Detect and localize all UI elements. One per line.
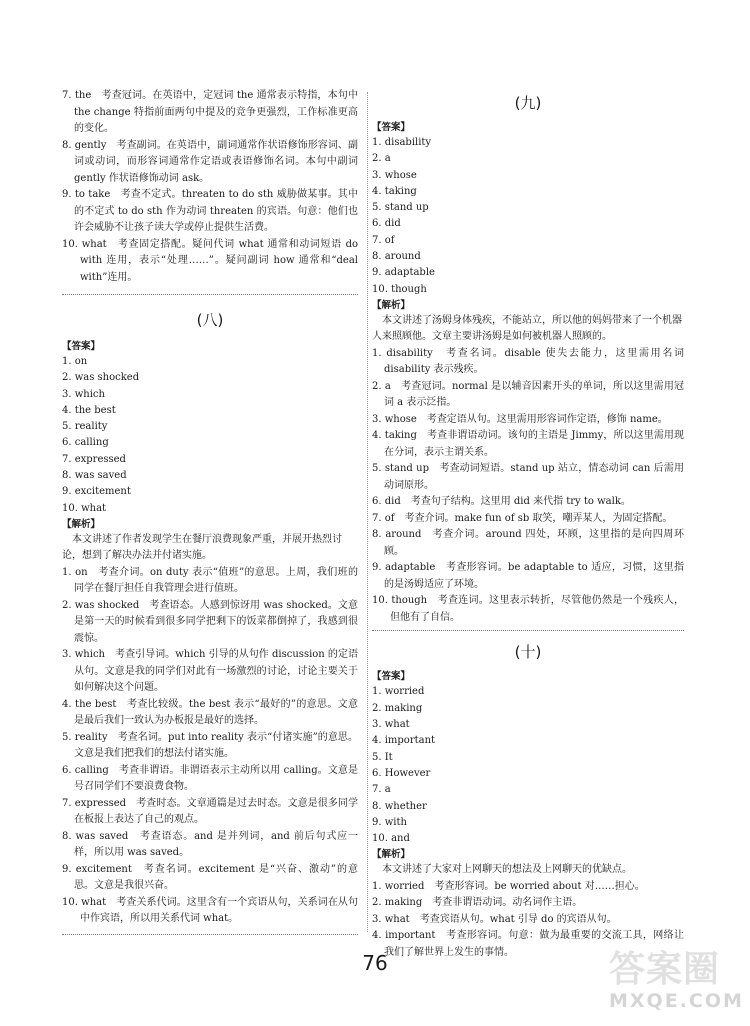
- analysis-item: 5. reality 考查名词。put into reality 表示“付诸实施”的意思。文意是我们把我们的想法付诸实施。: [62, 731, 358, 760]
- analysis-tag: 【解析】: [372, 299, 411, 311]
- passage-summary: 本文讲述了作者发现学生在餐厅浪费现象严重，并展开热烈讨论，想到了解决办法并付诸实施。: [62, 533, 342, 562]
- answer-item: 4. important: [372, 735, 436, 747]
- answer-item: 5. stand up: [372, 202, 429, 214]
- answer-item: 10. and: [372, 833, 410, 845]
- passage-summary: 本文讲述了汤姆身体残疾，不能站立，所以他的妈妈带来了一个机器人来照顾他。文章主要讲汤姆是如何被机器人照顾的。: [372, 314, 682, 343]
- watermark-logo: [609, 950, 744, 1024]
- answers-tag: 【答案】: [62, 341, 101, 352]
- answer-item: 8. whether: [372, 800, 427, 812]
- analysis-item: 5. stand up 考查动词短语。stand up 站立，情态动词 can 后需用动词原形。: [372, 463, 684, 491]
- analysis-item: 9. to take 考查不定式。threaten to do sth 威胁做某事。其中的不定式 to do sth 作为动词 threaten 的宾语。句意：他们也许会威胁不让孩子读大学或停止提供生活费。: [62, 189, 358, 233]
- answer-item: 7. of: [372, 234, 395, 246]
- analysis-item: 2. was shocked 考查语态。人感到惊讶用 was shocked。文意是第一天的时候看到很多同学把剩下的饭菜都倒掉了，我感到很震惊。: [62, 599, 358, 644]
- page-number: 76: [362, 951, 388, 975]
- analysis-item: 4. the best 考查比较级。the best 表示“最好的”的意思。文意是最后我们一致认为办板报是最好的选择。: [62, 698, 358, 727]
- analysis-item: 2. making 考查非谓语动词。动名词作主语。: [372, 897, 583, 909]
- analysis-item: 9. adaptable 考查形容词。be adaptable to 适应，习惯，这里指的是汤姆适应了环境。: [372, 562, 684, 590]
- answer-item: 8. around: [372, 251, 421, 263]
- answer-item: 6. However: [372, 767, 431, 779]
- analysis-item: 7. of 考查介词。make fun of sb 取笑，嘲弄某人，为固定搭配。: [372, 512, 673, 524]
- analysis-item: 4. taking 考查非谓语动词。该句的主语是 Jimmy，所以这里需用现在分词，表示主谓关系。: [372, 430, 684, 458]
- answer-item: 2. was shocked: [62, 372, 140, 384]
- section-title: (十): [514, 643, 542, 662]
- answer-item: 10. though: [372, 283, 427, 295]
- analysis-item: 8. was saved 考查语态。and 是并列词，and 前后句式应一样，所以用 was saved。: [62, 830, 358, 859]
- section-title: (八): [196, 311, 224, 329]
- answer-item: 3. whose: [372, 169, 417, 181]
- answers-tag: 【答案】: [372, 122, 411, 133]
- analysis-item: 6. did 考查句子结构。这里用 did 来代指 try to walk。: [372, 496, 631, 508]
- analysis-item: 1. on 考查介词。on duty 表示“值班”的意思。上周，我们班的同学在餐厅担任自我管理会进行值班。: [62, 566, 358, 595]
- analysis-item: 9. excitement 考查名词。excitement 是“兴奋、激动”的意思。文意是我很兴奋。: [62, 863, 358, 892]
- analysis-item: 7. expressed 考查时态。文章通篇是过去时态。文意是很多同学在板报上表达了自己的观点。: [62, 797, 358, 826]
- answer-item: 4. the best: [62, 404, 116, 416]
- analysis-item: 3. what 考查宾语从句。what 引导 do 的宾语从句。: [372, 913, 617, 925]
- analysis-item: 4. important 考查形容词。句意：做为最重要的交流工具，网络让我们了解世界上发生的事情。: [372, 930, 684, 958]
- answer-item: 7. expressed: [62, 453, 126, 465]
- passage-summary: 本文讲述了大家对上网聊天的想法及上网聊天的优缺点。: [382, 864, 632, 876]
- answer-item: 7. a: [372, 784, 391, 796]
- answer-item: 5. reality: [62, 421, 108, 433]
- right-column: [372, 0, 684, 961]
- analysis-item: 2. a 考查冠词。normal 是以辅音因素开头的单词，所以这里需用冠词 a 表示泛指。: [372, 380, 684, 409]
- analysis-item: 3. whose 考查定语从句。这里需用形容词作定语，修饰 name。: [372, 413, 668, 425]
- analysis-tag: 【解析】: [372, 849, 411, 861]
- analysis-item: 7. the 考查冠词。在英语中，定冠词 the 通常表示特指，本句中 the change 特指前面两句中提及的竞争更强烈，工作标准更高的变化。: [62, 90, 358, 134]
- watermark-text: 答案圈: [609, 949, 721, 990]
- answer-item: 4. taking: [372, 185, 417, 197]
- analysis-item: 10. what 考查关系代词。这里含有一个宾语从句，关系词在从句中作宾语，所以用关系代词 what。: [62, 896, 358, 925]
- answer-item: 5. It: [372, 751, 393, 763]
- column-divider: [367, 92, 368, 932]
- answer-item: 3. which: [62, 388, 105, 400]
- section-divider: [62, 934, 358, 935]
- watermark-url: MXQE.COM: [609, 990, 744, 1012]
- analysis-item: 8. gently 考查副词。在英语中，副词通常作状语修饰形容词、副词或动词，而形容词通常作定语或表语修饰名词。本句中副词 gently 作状语修饰动词 ask。: [62, 139, 358, 184]
- left-column: [62, 0, 358, 935]
- answers-tag: 【答案】: [372, 671, 411, 683]
- answer-item: 2. a: [372, 153, 391, 165]
- answer-item: 1. worried: [372, 686, 425, 698]
- answer-item: 2. making: [372, 702, 423, 714]
- analysis-item: 8. around 考查介词。around 四处，环顾，这里指的是向四周环顾。: [372, 529, 684, 557]
- answer-item: 10. what: [62, 502, 107, 514]
- analysis-item: 10. what 考查固定搭配。疑问代词 what 通常和动词短语 do with 连用，表示“处理……”。疑问副词 how 通常和“deal with”连用。: [62, 238, 358, 283]
- answer-item: 1. disability: [372, 137, 432, 148]
- answer-item: 9. adaptable: [372, 267, 435, 279]
- answer-item: 8. was saved: [62, 470, 127, 482]
- analysis-item: 10. though 考查连词。这里表示转折，尽管他仍然是一个残疾人，但他有了自信。: [372, 595, 684, 623]
- analysis-tag: 【解析】: [62, 518, 101, 530]
- analysis-item: 3. which 考查引导词。which 引导的从句作 discussion 的定语从句。文意是我的同学们对此有一场激烈的讨论，讨论主要关于如何解决这个问题。: [62, 649, 358, 694]
- answer-item: 6. calling: [62, 437, 109, 449]
- answer-item: 1. on: [62, 356, 88, 367]
- analysis-item: 1. worried 考查形容词。be worried about 对……担心。: [372, 880, 645, 892]
- analysis-item: 1. disability 考查名词。disable 使失去能力，这里需用名词 disability 表示残疾。: [372, 347, 684, 376]
- section-title: (九): [514, 94, 542, 112]
- answer-item: 9. excitement: [62, 486, 131, 498]
- analysis-item: 6. calling 考查非谓语。非谓语表示主动所以用 calling。文意是号召同学们不要浪费食物。: [62, 764, 358, 793]
- answer-item: 6. did: [372, 218, 401, 230]
- answer-item: 9. with: [372, 816, 407, 828]
- answer-item: 3. what: [372, 719, 410, 731]
